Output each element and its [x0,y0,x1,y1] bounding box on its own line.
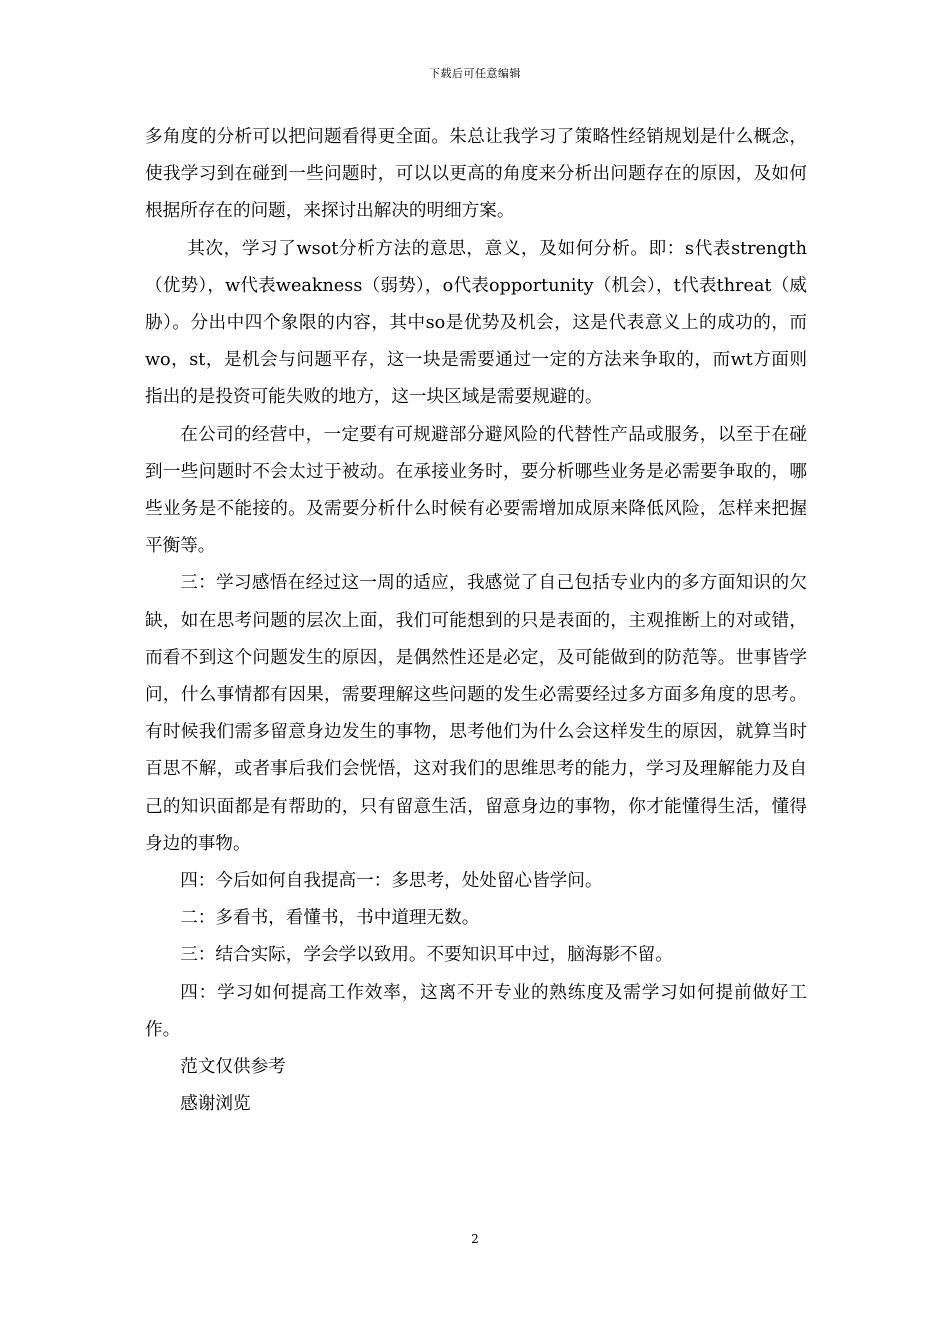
paragraph-improvement-1: 四：今后如何自我提高一：多思考，处处留心皆学问。 [180,871,603,892]
page-number: 2 [471,1232,479,1246]
paragraph-reflection: 三：学习感悟在经过这一周的适应，我感觉了自己包括专业内的多方面知识的欠缺，如在思考问题的层次上面，我们可能想到的只是表面的，主观推断上的对或错，而看不到这个问题发生的原因，是偶然性还是必定，及可能做到的防范等。世事皆学问，什么事情都有因果，需要理解这些问题的发生必需要经过多方面多角度的思考。有时候我们需多留意身边发生的事物，思考他们为什么会这样发生的原因，就算当时百思不解，或者事后我们会恍悟，这对我们的思维思考的能力，学习及理解能力及自己的知识面都是有帮助的，只有留意生活，留意身边的事物，你才能懂得生活，懂得身边的事物。 [145,573,807,854]
paragraph-improvement-3: 三：结合实际，学会学以致用。不要知识耳中过，脑海影不留。 [180,945,673,966]
closing-reference-note: 范文仅供参考 [180,1057,286,1078]
paragraph-continuation: 多角度的分析可以把问题看得更全面。朱总让我学习了策略性经销规划是什么概念，使我学习到在碰到一些问题时，可以以更高的角度来分析出问题存在的原因，及如何根据所存在的问题，来探讨出解决的明细方案。 [145,127,807,222]
paragraph-improvement-4: 四：学习如何提高工作效率，这离不开专业的熟练度及需学习如何提前做好工作。 [145,982,807,1040]
paragraph-improvement-2: 二：多看书，看懂书，书中道理无数。 [180,908,480,929]
paragraph-swot: 其次，学习了wsot分析方法的意思，意义，及如何分析。即：s代表strength（优势），w代表weakness（弱势），o代表opportunity（机会），t代表threat（威胁）。分出中四个象限的内容，其中so是优势及机会，这是代表意义上的成功的，而wo，st，是机会与问题平存，这一块是需要通过一定的方法来争取的，而wt方面则指出的是投资可能失败的地方，这一块区域是需要规避的。 [145,238,807,408]
paragraph-operations: 在公司的经营中，一定要有可规避部分避风险的代替性产品或服务，以至于在碰到一些问题时不会太过于被动。在承接业务时，要分析哪些业务是必需要争取的，哪些业务是不能接的。及需要分析什么时候有必要需增加成原来降低风险，怎样来把握平衡等。 [145,424,807,557]
closing-thanks-note: 感谢浏览 [180,1094,251,1115]
document-body [145,119,807,1123]
page-header-note: 下载后可任意编辑 [429,67,521,80]
